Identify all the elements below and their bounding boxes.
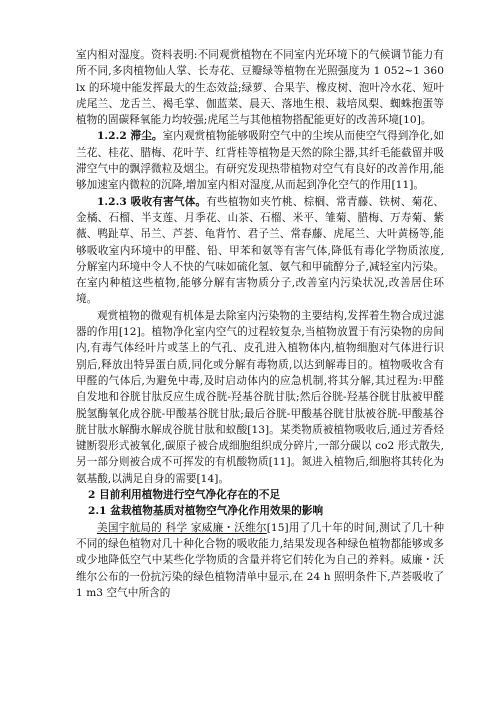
- heading-1-2-3: 1.2.3 吸收有害气体。: [97, 195, 207, 208]
- paragraph-nasa: [76, 520, 444, 601]
- paragraph-harmful-gas: [76, 194, 444, 308]
- paragraph-microorganism: 观赏植物的微观有机体是去除室内污染物的主要结构,发挥着生物合成过滤器的作用[12]。植物净化室内空气的过程较复杂,当植物放置于有污染物的房间内,有毒气体经叶片或茎上的气孔、皮孔进入植物体内,植物细胞对气体进行识别后,释放出特异蛋白质,同化或分解有毒物质,以达到解毒目的。植物吸收含有甲醛的气体后,为避免中毒,及时启动体内的应急机制,将其分解,其过程为:甲醛自发地和谷胱甘肽反应生成谷胱-羟基谷胱甘肽;然后谷胱-羟基谷胱甘肽被甲醛脱氢酶氧化成谷胱-甲酸基谷胱甘肽;最后谷胱-甲酸基谷胱甘肽被谷胱-甲酸基谷胱甘肽水解酶水解成谷胱甘肽和蚁酸[13]。某类物质被植物吸收后,通过芳香烃键断裂形式被氧化,碳原子被合成细胞组织成分碎片,一部分碳以 co2 形式散失,另一部分则被合成不可挥发的有机酸物质[11]。氮进入植物后,细胞将其转化为氨基酸,以满足自身的需要[14]。: [76, 309, 444, 485]
- heading-section-2-1: 2.1 盆栽植物基质对植物空气净化作用效果的影响: [88, 505, 324, 518]
- paragraph-humidity: 室内相对湿度。资料表明:不同观赏植物在不同室内光环境下的气候调节能力有所不同,多肉植物仙人掌、长寿花、豆瓣绿等植物在光照强度为 1 052~1 360 lx 的环境中能发挥最大的生态效益;绿萝、合果芋、橡皮树、泡叶冷水花、短叶虎尾兰、龙舌兰、褐毛掌、伽蓝菜、晨天、落地生根、栽培凤梨、蜘蛛抱蛋等植物的固碳释氧能力均较强;虎尾兰与其他植物搭配能更好的改善环境[10]。: [76, 49, 444, 127]
- paragraph-harmful-gas-body: 有些植物如夹竹桃、棕榈、常青藤、铁树、菊花、金橘、石榴、半支莲、月季花、山茶、石榴、米平、雏菊、腊梅、万寿菊、紫薇、鸭趾草、吊兰、芦荟、龟背竹、君子兰、常春藤、虎尾兰、大叶黄杨等,能够吸收室内环境中的甲醛、铅、甲苯和氨等有害气体,降低有毒化学物质浓度,分解室内环境中令人不快的气味如硫化氢、氨气和甲硫醇分子,减轻室内污染。在室内种植这些植物,能够分解有害物质分子,改善室内污染状况,改善居住环境。: [76, 195, 444, 306]
- heading-1-2-2: 1.2.2 滞尘。: [97, 130, 163, 143]
- nasa-scientist-phrase: 美国宇航局的 科学 家威廉・沃维尔: [97, 521, 267, 534]
- document-page: [76, 47, 444, 601]
- paragraph-dust-body: 室内观赏植物能够吸附空气中的尘埃从而使空气得到净化,如兰花、桂花、腊梅、花叶芋、红背桂等植物是天然的除尘器,其纤毛能截留并吸滞空气中的飘浮微粒及烟尘。有研究发现热带植物对空气有良好的改善作用,能够加速室内微粒的沉降,增加室内相对湿度,从而起到净化空气的作用[11]。: [76, 130, 444, 192]
- paragraph-nasa-body: [15]用了几十年的时间,测试了几十种不同的绿色植物对几十种化合物的吸收能力,结果发现各种绿色植物都能够或多或少地降低空气中某些化学物质的含量并将它们转化为自己的养料。威廉・沃维尔公布的一份抗污染的绿色植物清单中显示,在 24 h 照明条件下,芦荟吸收了 1 m3 空气中所含的: [76, 521, 444, 599]
- paragraph-dust: [76, 128, 444, 193]
- heading-section-2: 2 目前利用植物进行空气净化存在的不足: [88, 489, 281, 502]
